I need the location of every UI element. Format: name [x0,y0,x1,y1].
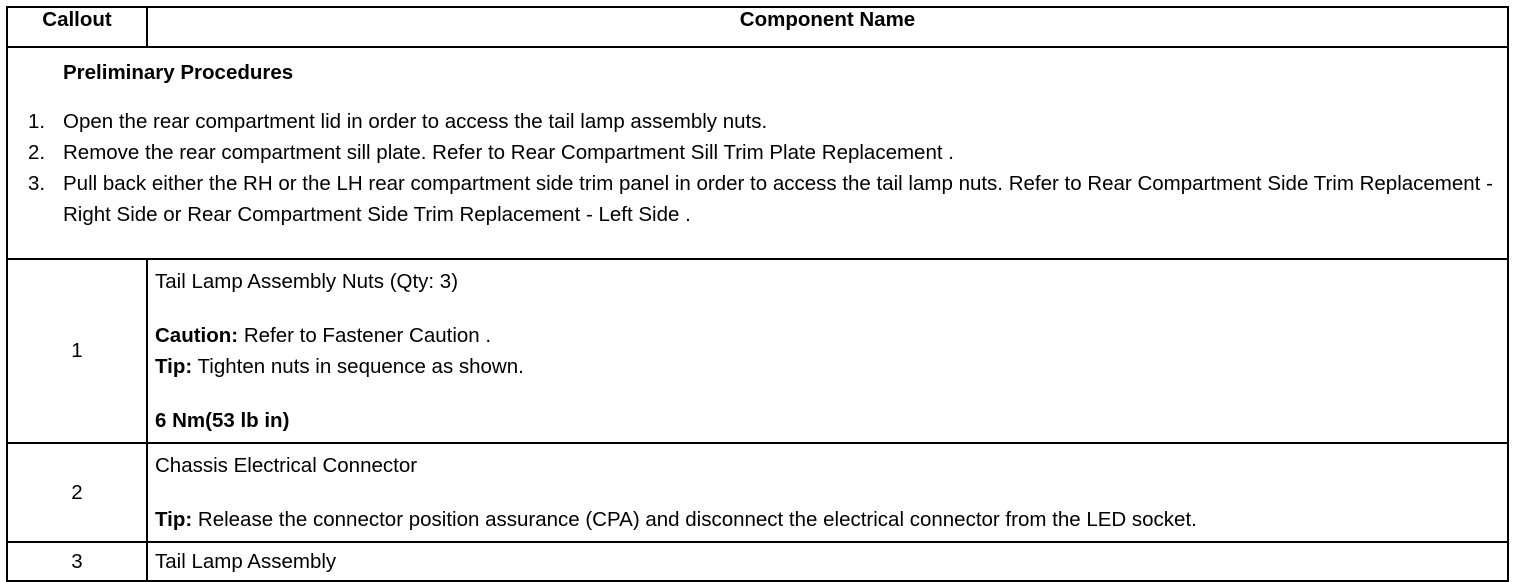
table-row [7,443,1508,542]
header-row [7,7,1508,47]
step-text: Open the rear compartment lid in order to access the tail lamp assembly nuts. [63,110,768,133]
preliminary-step [16,168,1499,230]
header-callout: Callout [7,7,147,47]
callout-cell: 2 [7,443,147,542]
tip-text: Release the connector position assurance (CPA) and disconnect the electrical connector from the LED socket. [192,508,1197,531]
torque-spec: 6 Nm(53 lb in) [155,409,290,432]
tip-label: Tip: [155,355,193,378]
component-cell [147,259,1508,443]
component-name: Tail Lamp Assembly Nuts (Qty: 3) [155,270,459,293]
tip-text: Tighten nuts in sequence as shown. [192,355,524,378]
tip-line [155,504,1501,535]
preliminary-steps-list [16,106,1499,230]
spacer [155,481,1501,504]
caution-label: Caution: [155,324,239,347]
callout-cell: 1 [7,259,147,443]
step-text: Pull back either the RH or the LH rear compartment side trim panel in order to access the tail lamp nuts. Refer to Rear Compartment Side Trim Replacement - Right Side or Rear Compartment Side Trim Replacement - Left Side . [63,172,1493,226]
spacer [155,382,1501,405]
procedure-table [6,6,1509,582]
step-number: 3. [28,172,46,195]
tip-line [155,351,1501,382]
component-name: Chassis Electrical Connector [155,454,418,477]
preliminary-step [16,137,1499,168]
component-cell [147,443,1508,542]
callout-cell: 3 [7,542,147,581]
caution-line [155,320,1501,351]
preliminary-procedures-title: Preliminary Procedures [63,61,294,84]
header-component-name: Component Name [147,7,1508,47]
caution-text: Refer to Fastener Caution . [238,324,492,347]
preliminary-step [16,106,1499,137]
table-row [7,542,1508,581]
component-name: Tail Lamp Assembly [155,550,337,573]
component-cell [147,542,1508,581]
preliminary-procedures-cell [7,47,1508,259]
tip-label: Tip: [155,508,193,531]
table-row [7,259,1508,443]
preliminary-procedures-row [7,47,1508,259]
step-number: 2. [28,141,46,164]
spacer [155,297,1501,320]
step-number: 1. [28,110,46,133]
step-text: Remove the rear compartment sill plate. Refer to Rear Compartment Sill Trim Plate Replacement . [63,141,954,164]
